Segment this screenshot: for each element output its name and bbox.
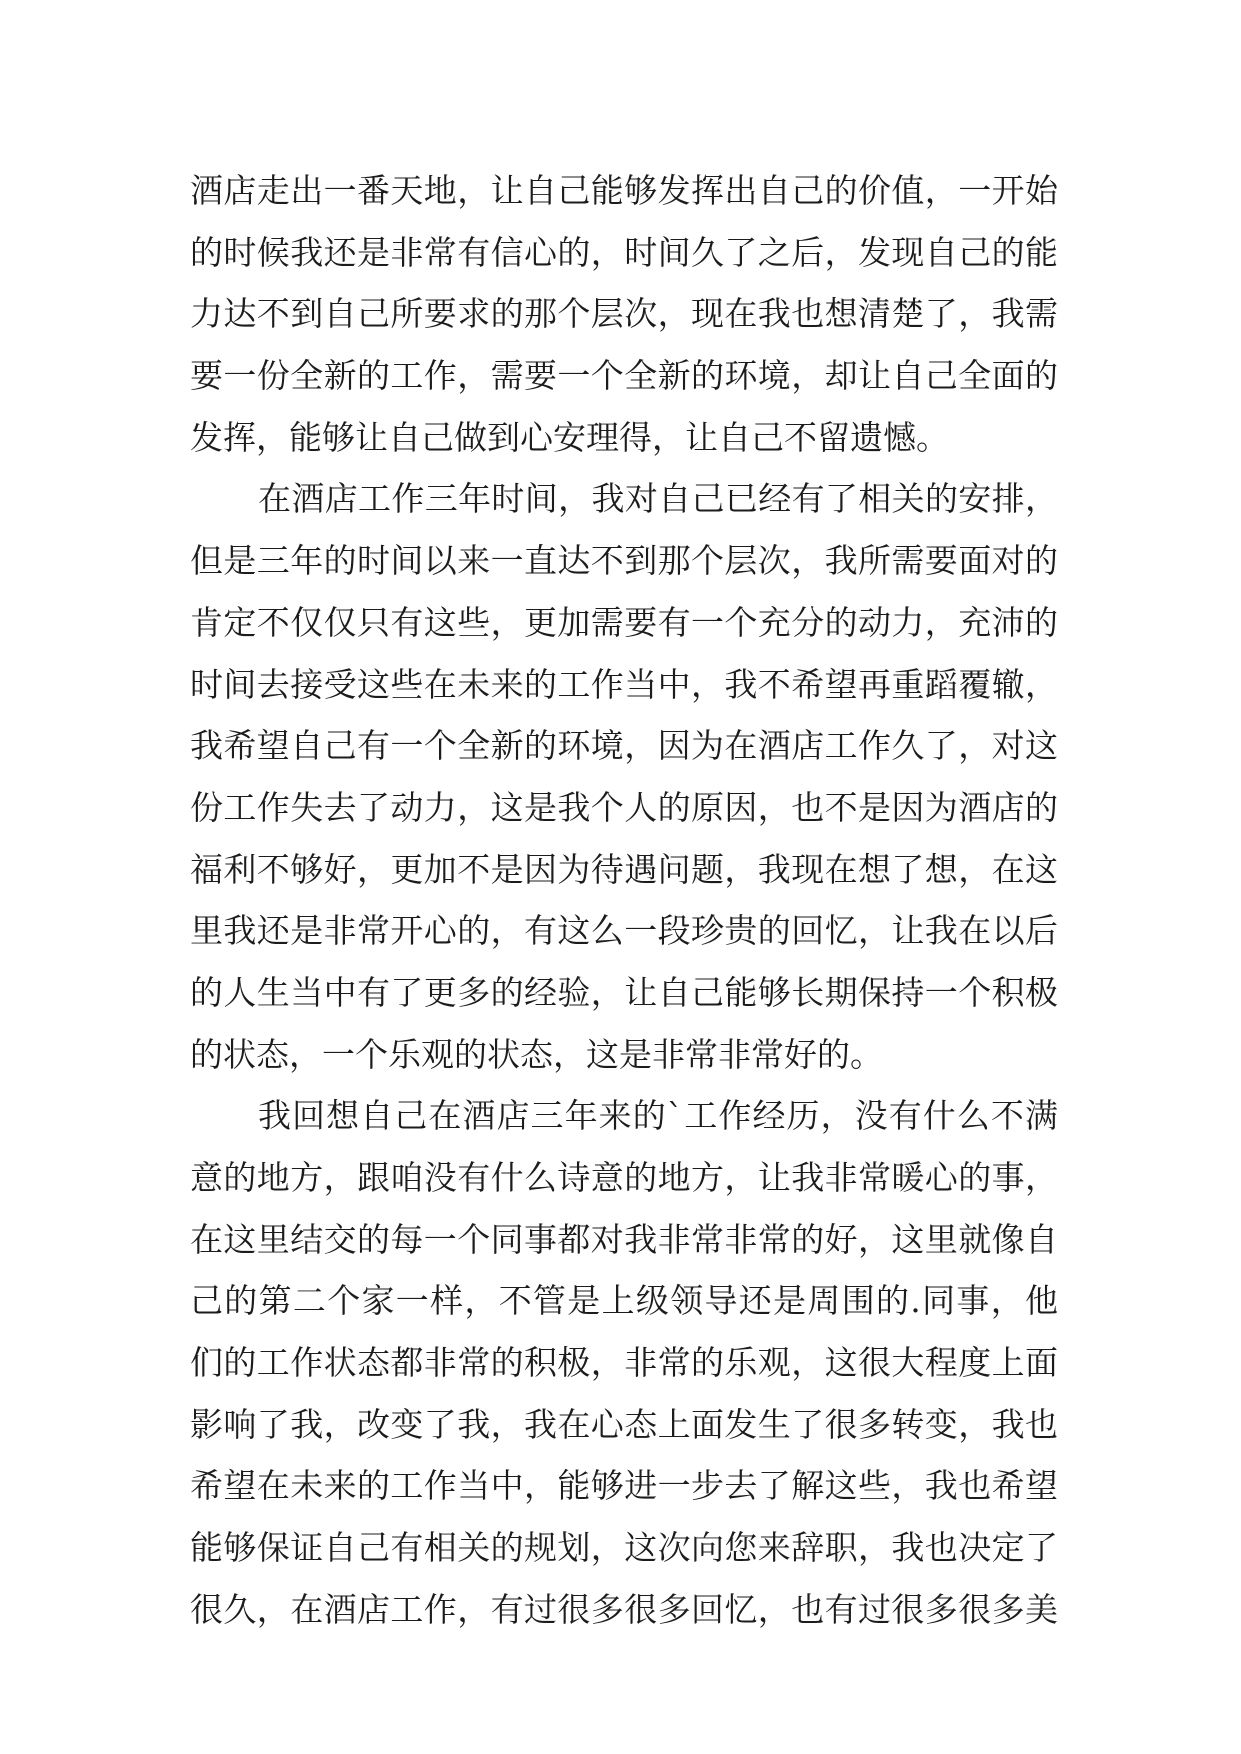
paragraph-3-line-5: 们的工作状态都非常的积极，非常的乐观，这很大程度上面 bbox=[190, 1343, 1058, 1383]
paragraph-2-line-6: 份工作失去了动力，这是我个人的原因，也不是因为酒店的 bbox=[190, 787, 1058, 827]
paragraph-1-line-4: 要一份全新的工作，需要一个全新的环境，却让自己全面的 bbox=[190, 356, 1058, 396]
paragraph-1-line-3: 力达不到自己所要求的那个层次，现在我也想清楚了，我需 bbox=[190, 294, 1058, 334]
paragraph-3-line-3: 在这里结交的每一个同事都对我非常非常的好，这里就像自 bbox=[190, 1219, 1058, 1259]
paragraph-2-line-4: 时间去接受这些在未来的工作当中，我不希望再重蹈覆辙， bbox=[190, 664, 1058, 704]
paragraph-2-line-1: 在酒店工作三年时间，我对自己已经有了相关的安排， bbox=[258, 479, 1058, 519]
paragraph-3-line-1: 我回想自己在酒店三年来的`工作经历，没有什么不满 bbox=[258, 1096, 1058, 1136]
paragraph-2-line-5: 我希望自己有一个全新的环境，因为在酒店工作久了，对这 bbox=[190, 726, 1058, 766]
paragraph-3-line-4: 己的第二个家一样，不管是上级领导还是周围的.同事，他 bbox=[190, 1281, 1058, 1321]
paragraph-3-line-9: 很久，在酒店工作，有过很多很多回忆，也有过很多很多美 bbox=[190, 1589, 1058, 1629]
body-text bbox=[190, 160, 1058, 1641]
paragraph-3-line-6: 影响了我，改变了我，我在心态上面发生了很多转变，我也 bbox=[190, 1404, 1058, 1444]
paragraph-1-line-5: 发挥，能够让自己做到心安理得，让自己不留遗憾。 bbox=[190, 417, 949, 457]
paragraph-3-line-7: 希望在未来的工作当中，能够进一步去了解这些，我也希望 bbox=[190, 1466, 1058, 1506]
paragraph-2-line-3: 肯定不仅仅只有这些，更加需要有一个充分的动力，充沛的 bbox=[190, 602, 1058, 642]
paragraph-1-line-1: 酒店走出一番天地，让自己能够发挥出自己的价值，一开始 bbox=[190, 171, 1058, 210]
paragraph-2-line-7: 福利不够好，更加不是因为待遇问题，我现在想了想，在这 bbox=[190, 849, 1058, 889]
paragraph-3-line-2: 意的地方，跟咱没有什么诗意的地方，让我非常暖心的事， bbox=[190, 1158, 1058, 1197]
paragraph-3-line-8: 能够保证自己有相关的规划，这次向您来辞职，我也决定了 bbox=[190, 1528, 1058, 1568]
paragraph-1-line-2: 的时候我还是非常有信心的，时间久了之后，发现自己的能 bbox=[190, 232, 1058, 272]
paragraph-2-line-8: 里我还是非常开心的，有这么一段珍贵的回忆，让我在以后 bbox=[190, 911, 1058, 951]
paragraph-2-line-9: 的人生当中有了更多的经验，让自己能够长期保持一个积极 bbox=[190, 972, 1058, 1012]
paragraph-2-line-10: 的状态，一个乐观的状态，这是非常非常好的。 bbox=[190, 1034, 883, 1074]
paragraph-2-line-2: 但是三年的时间以来一直达不到那个层次，我所需要面对的 bbox=[190, 541, 1058, 581]
